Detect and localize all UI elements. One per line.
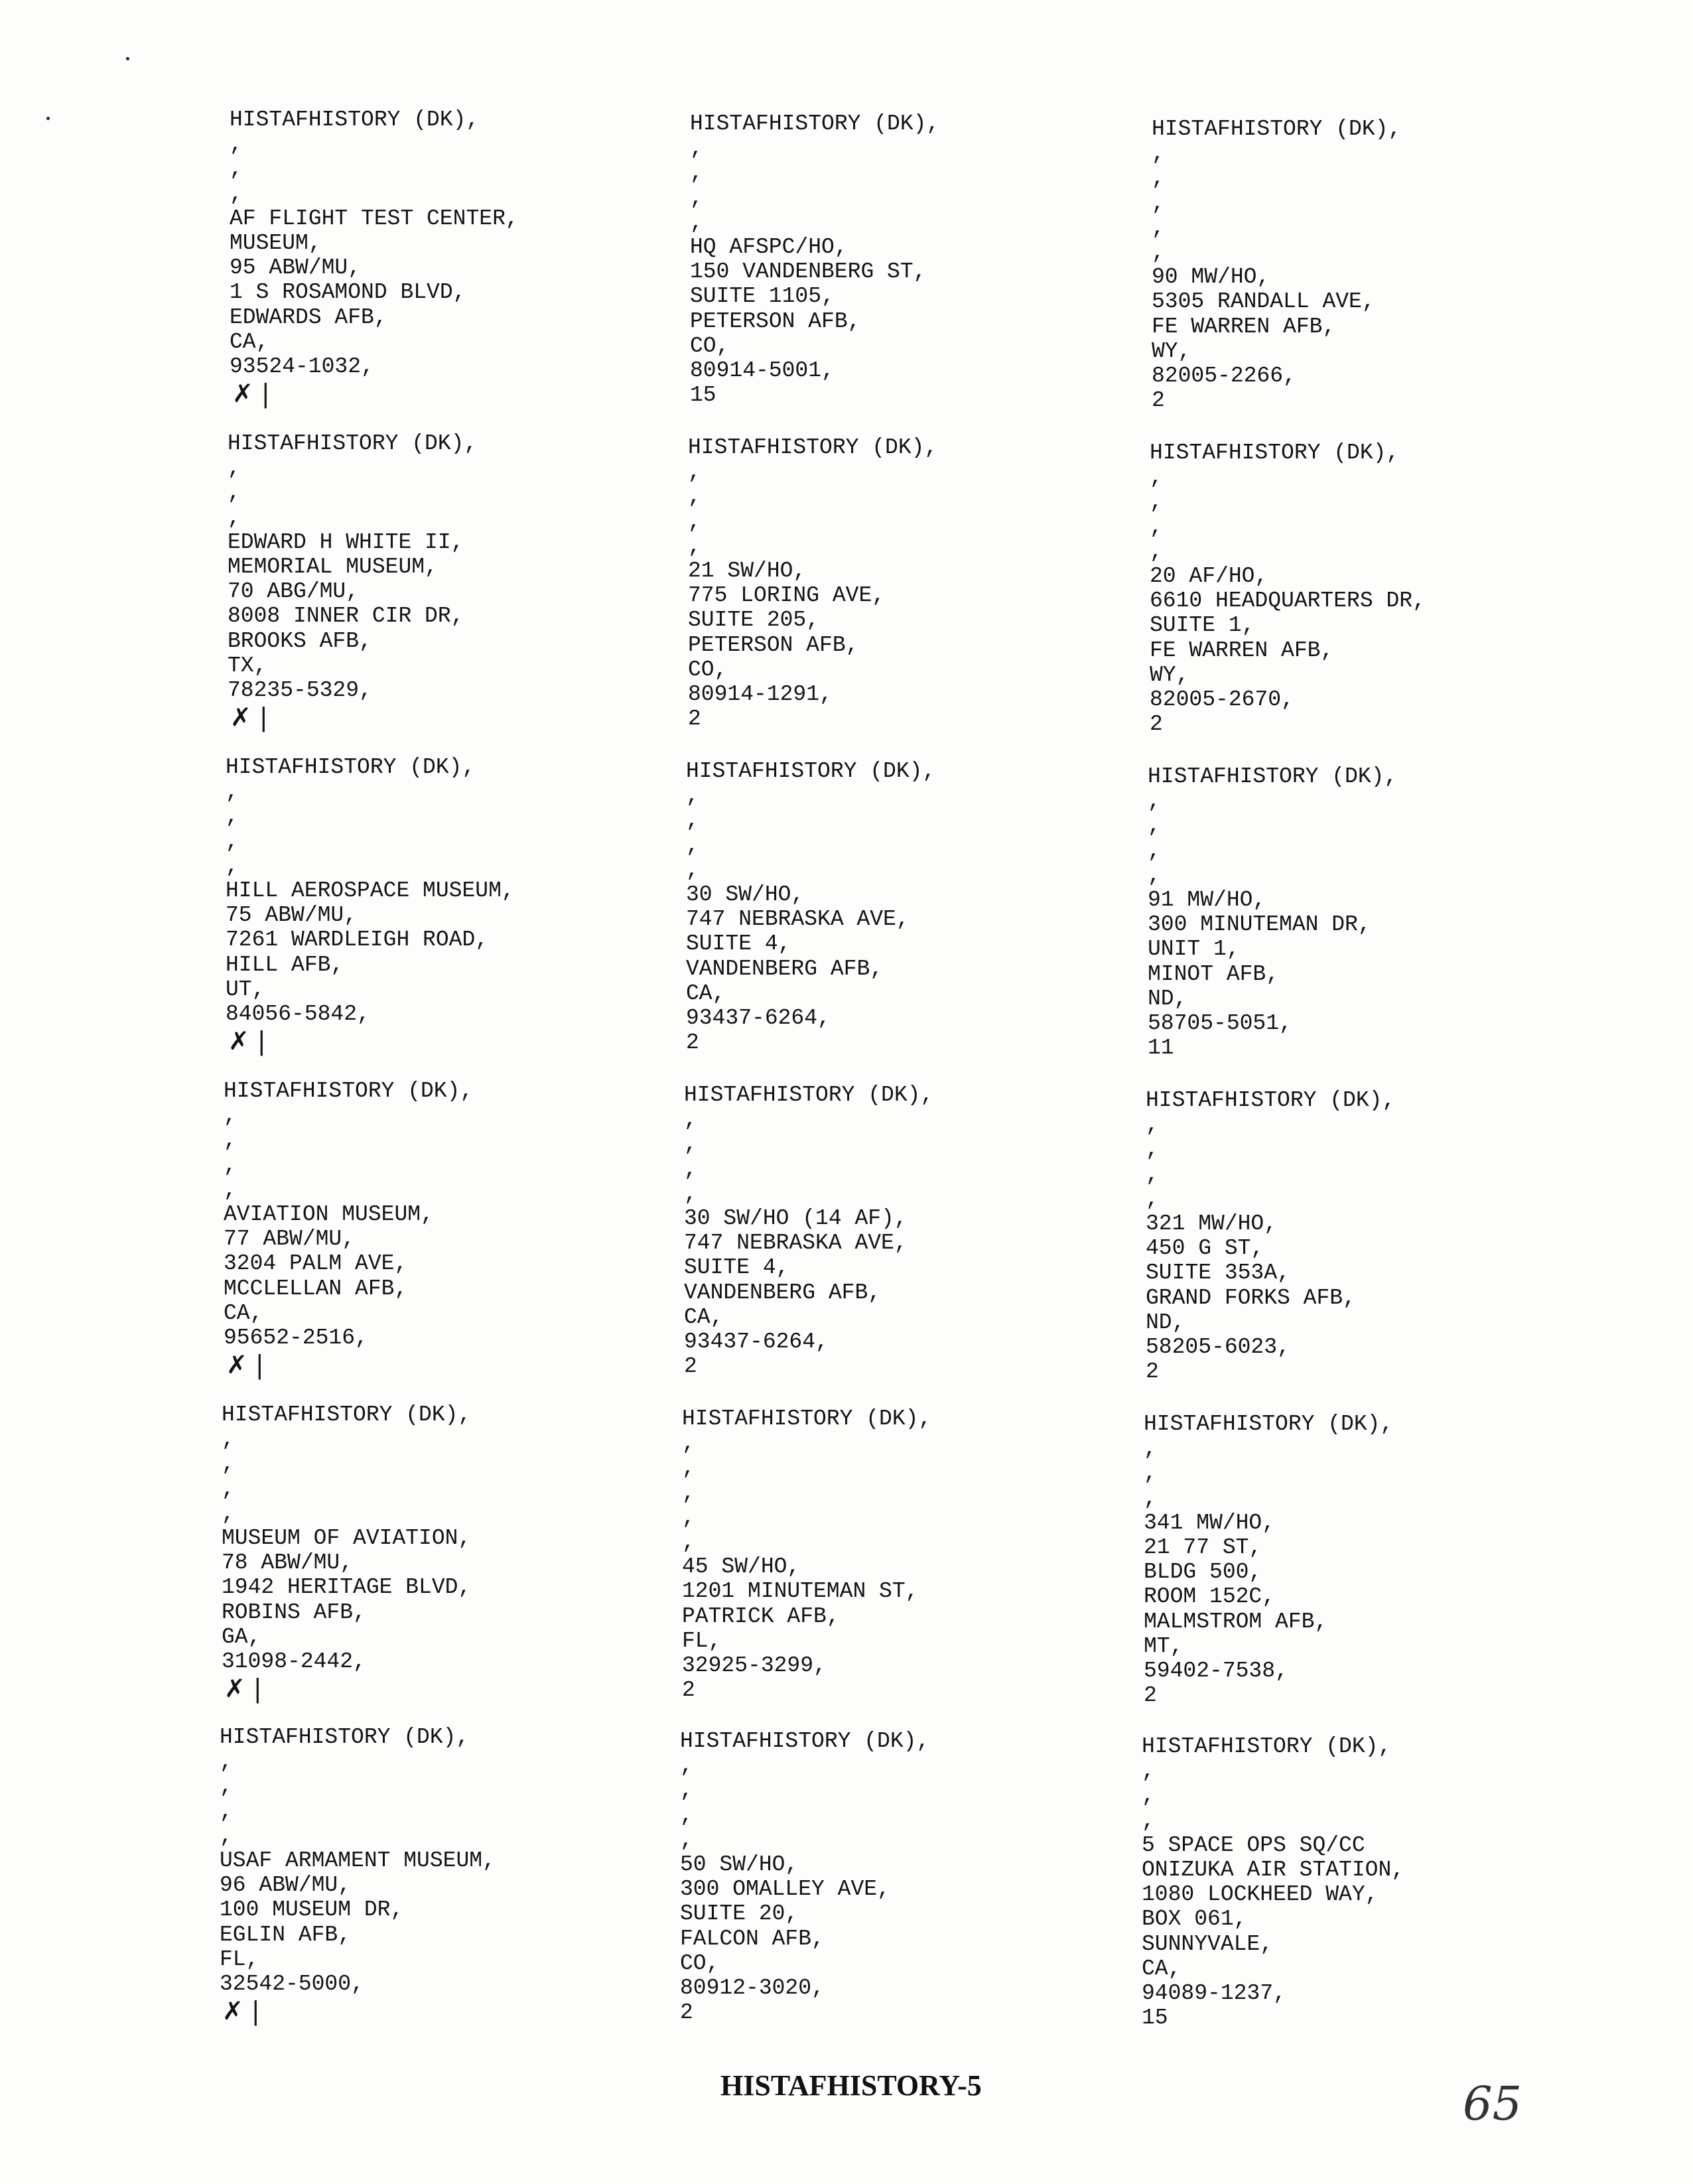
label-line: EGLIN AFB, (220, 1922, 352, 1947)
label-line: , (684, 1132, 697, 1157)
label-line: 15 (690, 383, 716, 408)
label-line: SUNNYVALE, (1142, 1931, 1274, 1956)
label-line: HISTAFHISTORY (DK), (222, 1402, 472, 1427)
label-line: HISTAFHISTORY (DK), (1148, 764, 1398, 789)
label-line: ROBINS AFB, (222, 1600, 366, 1625)
label-line: 1 S ROSAMOND BLVD, (230, 280, 466, 305)
label-line: ND, (1146, 1310, 1185, 1335)
label-line: , (680, 1778, 693, 1803)
label-line: CO, (688, 657, 728, 682)
scan-speck (126, 57, 129, 60)
label-line: , (230, 157, 243, 182)
label-line: , (222, 1427, 235, 1452)
label-line: BOX 061, (1142, 1907, 1247, 1932)
label-line: 747 NEBRASKA AVE, (684, 1231, 908, 1256)
label-line: , (1152, 166, 1165, 191)
label-line: 95652-2516, (224, 1325, 368, 1350)
label-line: 93524-1032, (230, 354, 374, 379)
label-line: 75 ABW/MU, (226, 903, 358, 928)
label-line: USAF ARMAMENT MUSEUM, (220, 1848, 496, 1873)
label-line: CO, (690, 333, 730, 358)
label-line: HISTAFHISTORY (DK), (1146, 1088, 1396, 1113)
label-line: , (1152, 215, 1165, 240)
label-line: , (682, 1505, 695, 1530)
address-label (224, 1079, 675, 1379)
label-line: 78 ABW/MU, (222, 1550, 354, 1576)
label-line: 90 MW/HO, (1152, 265, 1270, 290)
label-line: WY, (1150, 662, 1189, 687)
label-line: EDWARDS AFB, (230, 305, 387, 330)
label-line: , (226, 780, 239, 805)
label-line: 775 LORING AVE, (688, 583, 886, 608)
label-line: 78235-5329, (228, 677, 372, 703)
label-line: HISTAFHISTORY (DK), (1142, 1734, 1392, 1759)
label-line: SUITE 1105, (690, 284, 835, 309)
label-line: 58705-5051, (1148, 1010, 1292, 1036)
handwritten-check-mark: ✗ | (226, 1350, 264, 1380)
label-line: , (1144, 1485, 1157, 1511)
label-line: , (220, 1823, 233, 1848)
label-line: PETERSON AFB, (688, 632, 859, 657)
label-line: 150 VANDENBERG ST, (690, 259, 927, 285)
address-label (1150, 441, 1601, 736)
label-line: BROOKS AFB, (228, 628, 372, 653)
label-line: HISTAFHISTORY (DK), (230, 107, 480, 132)
label-line: , (684, 1107, 697, 1132)
label-line: 6610 HEADQUARTERS DR, (1150, 588, 1426, 614)
page-footer: HISTAFHISTORY-5 (720, 2069, 982, 2102)
label-line: GA, (222, 1624, 261, 1649)
handwritten-page-number: 65 (1463, 2077, 1523, 2131)
label-line: , (680, 1753, 693, 1779)
label-line: 2 (688, 707, 701, 732)
label-line: 8008 INNER CIR DR, (228, 604, 464, 629)
label-line: 341 MW/HO, (1144, 1510, 1276, 1535)
label-line: HISTAFHISTORY (DK), (688, 435, 938, 460)
label-line: HISTAFHISTORY (DK), (680, 1729, 930, 1753)
label-line: , (1150, 514, 1163, 539)
label-line: HISTAFHISTORY (DK), (226, 755, 476, 780)
label-line: 94089-1237, (1142, 1980, 1286, 2006)
label-line: HISTAFHISTORY (DK), (690, 111, 940, 136)
label-line: 45 SW/HO, (682, 1554, 801, 1580)
address-label (1146, 1088, 1597, 1384)
label-line: , (226, 829, 239, 854)
label-line: , (1144, 1436, 1157, 1462)
label-line: , (690, 210, 703, 235)
label-line: FALCON AFB, (680, 1926, 825, 1951)
label-line: 11 (1148, 1036, 1174, 1061)
label-line: 15 (1142, 2006, 1168, 2031)
label-line: , (686, 808, 699, 833)
label-line: 80912-3020, (680, 1975, 825, 2000)
label-line: SUITE 20, (680, 1901, 799, 1927)
label-line: 91 MW/HO, (1148, 887, 1266, 912)
label-line: , (1146, 1113, 1159, 1138)
label-line: , (224, 1128, 237, 1153)
address-label (1144, 1412, 1595, 1708)
address-label (220, 1725, 671, 2025)
label-line: GRAND FORKS AFB, (1146, 1285, 1356, 1310)
label-line: , (690, 161, 703, 186)
label-line: , (1144, 1461, 1157, 1486)
label-line: , (682, 1456, 695, 1481)
address-label (688, 435, 1139, 731)
label-line: 1080 LOCKHEED WAY, (1142, 1882, 1379, 1907)
label-line: , (224, 1177, 237, 1202)
label-line: 82005-2266, (1152, 363, 1296, 388)
label-line: FE WARREN AFB, (1152, 314, 1336, 339)
label-line: CA, (224, 1300, 263, 1326)
address-label (230, 107, 681, 408)
label-line: 2 (1152, 388, 1165, 413)
label-line: , (688, 533, 701, 559)
label-line: 77 ABW/MU, (224, 1227, 356, 1252)
label-line: HISTAFHISTORY (DK), (1152, 117, 1402, 141)
label-line: MUSEUM, (230, 230, 322, 255)
label-line: 100 MUSEUM DR, (220, 1897, 404, 1923)
label-line: , (228, 456, 241, 481)
label-line: SUITE 353A, (1146, 1261, 1290, 1286)
label-line: HILL AEROSPACE MUSEUM, (226, 878, 515, 903)
address-label (1148, 764, 1599, 1060)
label-line: , (682, 1529, 695, 1554)
label-line: 5 SPACE OPS SQ/CC (1142, 1832, 1365, 1858)
label-line: , (228, 480, 241, 506)
scan-speck (46, 117, 50, 120)
label-line: , (688, 460, 701, 485)
handwritten-check-mark: ✗ | (222, 1996, 260, 2026)
label-line: 30 SW/HO, (686, 882, 805, 907)
label-line: MUSEUM OF AVIATION, (222, 1525, 472, 1550)
label-line: , (220, 1749, 233, 1775)
label-line: 80914-1291, (688, 681, 833, 707)
label-line: , (688, 509, 701, 534)
label-line: , (228, 505, 241, 530)
label-line: 50 SW/HO, (680, 1852, 799, 1877)
label-line: , (1148, 862, 1161, 888)
label-line: 80914-5001, (690, 358, 835, 383)
label-line: 2 (686, 1030, 699, 1056)
label-line: MEMORIAL MUSEUM, (228, 554, 438, 579)
label-line: 2 (1150, 712, 1163, 737)
label-line: 5305 RANDALL AVE, (1152, 289, 1375, 314)
label-line: MALMSTROM AFB, (1144, 1609, 1328, 1634)
label-line: , (682, 1431, 695, 1456)
address-label (682, 1406, 1133, 1702)
address-label (1152, 117, 1603, 413)
label-line: , (224, 1152, 237, 1178)
label-line: AVIATION MUSEUM, (224, 1201, 434, 1227)
label-line: ND, (1148, 986, 1187, 1011)
label-line: , (1142, 1783, 1155, 1809)
label-line: SUITE 4, (684, 1255, 789, 1280)
handwritten-check-mark: ✗ | (232, 379, 270, 409)
label-line: UT, (226, 977, 265, 1002)
label-line: , (1150, 490, 1163, 515)
address-label (684, 1083, 1135, 1379)
label-line: 1942 HERITAGE BLVD, (222, 1575, 472, 1600)
label-line: ROOM 152C, (1144, 1584, 1276, 1609)
label-line: HISTAFHISTORY (DK), (228, 431, 478, 456)
label-line: 93437-6264, (686, 1005, 831, 1030)
label-line: , (1148, 789, 1161, 814)
label-line: , (1152, 141, 1165, 167)
label-line: 96 ABW/MU, (220, 1873, 352, 1898)
label-line: , (686, 784, 699, 809)
label-line: , (220, 1799, 233, 1824)
label-line: , (1146, 1162, 1159, 1187)
label-line: 2 (680, 2000, 693, 2025)
label-line: , (222, 1501, 235, 1526)
label-line: AF FLIGHT TEST CENTER, (230, 206, 519, 231)
label-line: CA, (230, 329, 269, 354)
label-line: SUITE 1, (1150, 613, 1255, 638)
label-line: 31098-2442, (222, 1649, 366, 1674)
label-line: ONIZUKA AIR STATION, (1142, 1857, 1405, 1882)
label-line: 32542-5000, (220, 1971, 364, 1996)
label-line: WY, (1152, 338, 1191, 364)
label-line: VANDENBERG AFB, (686, 956, 884, 981)
label-line: PETERSON AFB, (690, 308, 861, 334)
label-line: 93437-6264, (684, 1329, 829, 1354)
label-line: , (686, 857, 699, 882)
label-line: , (224, 1103, 237, 1128)
handwritten-check-mark: ✗ | (228, 1026, 266, 1056)
label-line: VANDENBERG AFB, (684, 1280, 882, 1305)
label-line: 82005-2670, (1150, 687, 1294, 712)
label-line: 1201 MINUTEMAN ST, (682, 1579, 919, 1604)
address-label (222, 1402, 673, 1703)
label-line: , (220, 1774, 233, 1799)
label-line: MCCLELLAN AFB, (224, 1276, 408, 1301)
label-line: UNIT 1, (1148, 937, 1240, 962)
label-line: 95 ABW/MU, (230, 255, 362, 281)
label-line: , (222, 1476, 235, 1501)
label-line: , (1146, 1137, 1159, 1162)
label-line: , (684, 1156, 697, 1182)
label-line: 70 ABG/MU, (228, 579, 360, 604)
label-line: , (1142, 1759, 1155, 1784)
label-line: , (222, 1452, 235, 1477)
address-label (228, 431, 679, 732)
label-line: 2 (684, 1354, 697, 1379)
label-line: 2 (682, 1678, 695, 1703)
label-line: , (690, 136, 703, 161)
label-line: HISTAFHISTORY (DK), (1144, 1412, 1394, 1436)
label-line: , (1150, 465, 1163, 490)
label-line: , (1148, 813, 1161, 839)
label-line: , (226, 853, 239, 878)
label-line: HISTAFHISTORY (DK), (1150, 441, 1400, 465)
label-line: CA, (1142, 1956, 1182, 1981)
label-line: 2 (1144, 1683, 1157, 1708)
label-line: HQ AFSPC/HO, (690, 234, 848, 259)
label-line: CA, (684, 1304, 724, 1330)
label-line: , (686, 833, 699, 858)
label-line: , (688, 484, 701, 510)
label-line: BLDG 500, (1144, 1560, 1262, 1585)
label-line: SUITE 4, (686, 931, 791, 957)
label-line: CA, (686, 981, 726, 1006)
label-line: , (1148, 838, 1161, 863)
label-line: , (226, 804, 239, 829)
label-line: , (680, 1827, 693, 1852)
label-line: , (684, 1181, 697, 1206)
label-line: 450 G ST, (1146, 1236, 1264, 1261)
label-line: MINOT AFB, (1148, 961, 1280, 987)
label-line: 321 MW/HO, (1146, 1211, 1278, 1236)
label-line: 3204 PALM AVE, (224, 1251, 408, 1276)
label-line: SUITE 205, (688, 608, 820, 633)
label-line: HISTAFHISTORY (DK), (220, 1725, 470, 1749)
label-line: , (1150, 539, 1163, 564)
address-label (680, 1729, 1131, 2025)
label-line: , (1146, 1186, 1159, 1211)
label-line: 747 NEBRASKA AVE, (686, 907, 910, 932)
label-line: 300 MINUTEMAN DR, (1148, 912, 1371, 937)
label-line: EDWARD H WHITE II, (228, 529, 464, 555)
label-line: 21 SW/HO, (688, 558, 807, 583)
label-line: , (230, 181, 243, 206)
address-label (226, 755, 677, 1056)
address-label (686, 759, 1137, 1055)
label-line: 20 AF/HO, (1150, 563, 1268, 588)
label-line: TX, (228, 653, 267, 678)
handwritten-check-mark: ✗ | (230, 703, 268, 732)
label-line: HISTAFHISTORY (DK), (224, 1079, 474, 1103)
label-line: 300 OMALLEY AVE, (680, 1877, 890, 1902)
label-line: HISTAFHISTORY (DK), (684, 1083, 934, 1107)
label-line: 7261 WARDLEIGH ROAD, (226, 927, 489, 953)
label-line: FE WARREN AFB, (1150, 638, 1334, 663)
label-line: , (1142, 1808, 1155, 1833)
label-line: MT, (1144, 1633, 1184, 1659)
label-line: 59402-7538, (1144, 1658, 1288, 1683)
label-line: HISTAFHISTORY (DK), (686, 759, 936, 784)
address-label (690, 111, 1141, 407)
label-line: , (690, 185, 703, 210)
label-line: FL, (682, 1628, 722, 1653)
handwritten-check-mark: ✗ | (224, 1674, 262, 1704)
label-line: 2 (1146, 1359, 1159, 1385)
label-line: PATRICK AFB, (682, 1604, 840, 1629)
label-line: 21 77 ST, (1144, 1535, 1262, 1560)
label-line: 84056-5842, (226, 1001, 370, 1026)
label-line: , (680, 1803, 693, 1828)
address-label (1142, 1734, 1593, 2030)
label-line: 58205-6023, (1146, 1334, 1290, 1359)
label-line: CO, (680, 1950, 720, 1976)
label-line: HILL AFB, (226, 952, 344, 977)
label-line: FL, (220, 1946, 259, 1972)
label-line: 32925-3299, (682, 1653, 827, 1678)
label-line: , (1152, 239, 1165, 265)
label-line: HISTAFHISTORY (DK), (682, 1406, 932, 1431)
label-line: 30 SW/HO (14 AF), (684, 1205, 908, 1231)
label-line: , (230, 132, 243, 157)
label-line: , (1152, 190, 1165, 216)
label-line: , (682, 1480, 695, 1505)
